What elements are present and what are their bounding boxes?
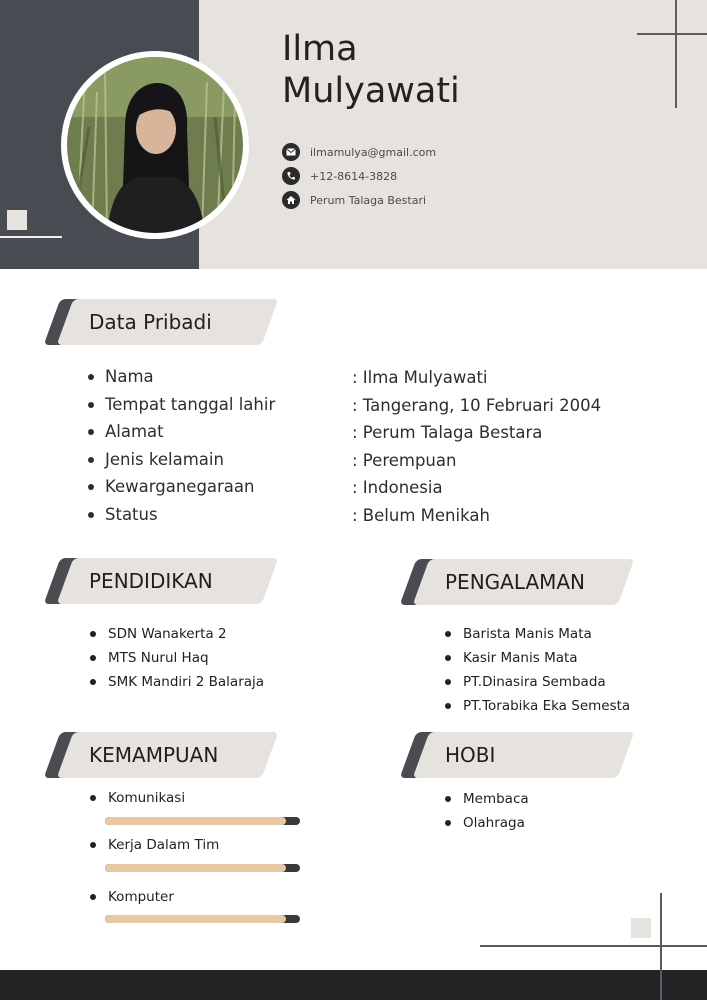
personal-label: Alamat xyxy=(88,418,275,446)
list-item: Kasir Manis Mata xyxy=(445,646,630,670)
section-hobbies-title: HOBI xyxy=(445,743,496,767)
personal-label: Nama xyxy=(88,363,275,391)
section-personal-header xyxy=(52,299,272,345)
list-item: Olahraga xyxy=(445,811,529,835)
section-hobbies-header xyxy=(408,732,628,778)
personal-value: : Perum Talaga Bestara xyxy=(352,423,543,443)
decorative-line xyxy=(0,236,62,238)
skill-bar-fill xyxy=(105,864,286,872)
phone-icon xyxy=(282,167,300,185)
last-name: Mulyawati xyxy=(282,71,460,111)
profile-name xyxy=(282,28,582,112)
experience-list xyxy=(445,622,630,718)
personal-label: Status xyxy=(88,501,275,529)
personal-value: : Ilma Mulyawati xyxy=(352,368,488,387)
decorative-line-vertical xyxy=(675,0,677,108)
section-education-title: PENDIDIKAN xyxy=(89,569,213,593)
decorative-line-horizontal xyxy=(637,33,707,35)
decorative-square xyxy=(7,210,27,230)
section-skills-title: KEMAMPUAN xyxy=(89,743,219,767)
section-skills-header xyxy=(52,732,272,778)
skill-bar xyxy=(105,864,300,872)
personal-label: Tempat tanggal lahir xyxy=(88,391,275,419)
list-item: PT.Torabika Eka Semesta xyxy=(445,694,630,718)
list-item: Barista Manis Mata xyxy=(445,622,630,646)
decorative-line-horizontal xyxy=(480,945,707,947)
footer-band xyxy=(0,970,707,1000)
profile-photo xyxy=(67,57,243,233)
skill-label: Komunikasi xyxy=(90,789,185,807)
personal-label: Jenis kelamain xyxy=(88,446,275,474)
personal-value: : Perempuan xyxy=(352,450,457,470)
skill-bar-fill xyxy=(105,817,286,825)
email-icon xyxy=(282,143,300,161)
contact-phone xyxy=(282,167,397,185)
skill-label: Kerja Dalam Tim xyxy=(90,836,219,854)
personal-value: : Tangerang, 10 Februari 2004 xyxy=(352,395,602,415)
section-experience-title: PENGALAMAN xyxy=(445,570,586,594)
decorative-square xyxy=(631,918,651,938)
home-icon xyxy=(282,191,300,209)
personal-labels xyxy=(88,363,275,529)
address-text: Perum Talaga Bestari xyxy=(310,193,427,207)
list-item: PT.Dinasira Sembada xyxy=(445,670,630,694)
education-list xyxy=(90,622,264,694)
skill-bar xyxy=(105,915,300,923)
phone-text: +12-8614-3828 xyxy=(310,169,398,183)
personal-values xyxy=(352,364,601,530)
skill-bar-fill xyxy=(105,915,286,923)
personal-label: Kewarganegaraan xyxy=(88,473,275,501)
list-item: Membaca xyxy=(445,787,529,811)
personal-value: : Indonesia xyxy=(352,478,443,498)
list-item: MTS Nurul Haq xyxy=(90,646,264,670)
personal-value: : Belum Menikah xyxy=(352,505,490,525)
first-name: Ilma xyxy=(282,29,358,69)
email-text: ilmamulya@gmail.com xyxy=(310,145,437,159)
contact-address xyxy=(282,191,426,209)
decorative-line-vertical xyxy=(660,893,662,1000)
skill-bar xyxy=(105,817,300,825)
hobbies-list xyxy=(445,787,529,835)
section-education-header xyxy=(52,558,272,604)
list-item: SDN Wanakerta 2 xyxy=(90,622,264,646)
section-experience-header xyxy=(408,559,628,605)
list-item: SMK Mandiri 2 Balaraja xyxy=(90,670,264,694)
contact-email xyxy=(282,143,436,161)
skill-label: Komputer xyxy=(90,888,174,906)
section-personal-title: Data Pribadi xyxy=(89,310,212,334)
